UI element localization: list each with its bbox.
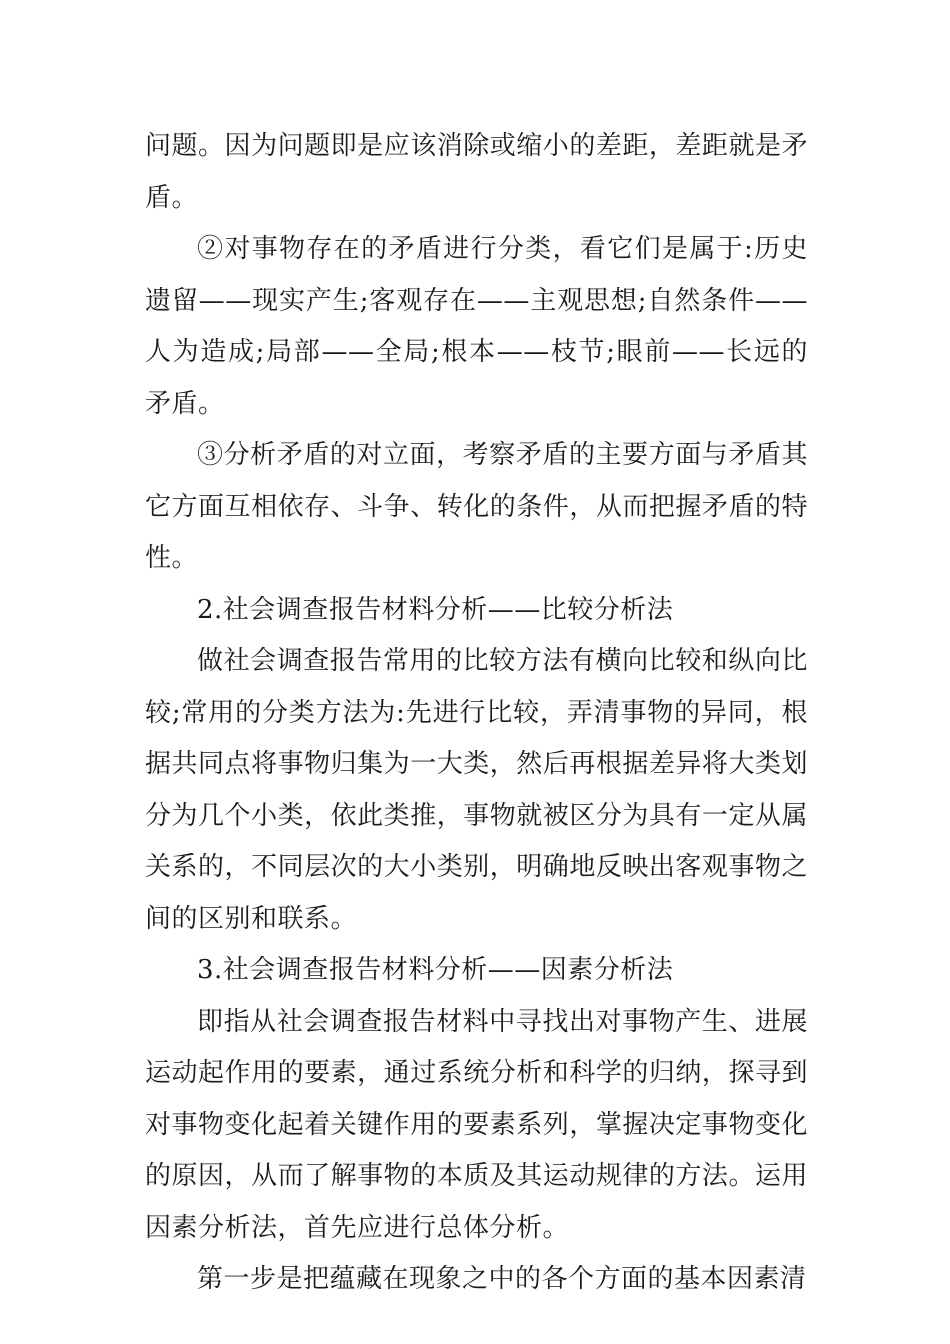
paragraph-continuation: 问题。因为问题即是应该消除或缩小的差距，差距就是矛盾。: [145, 131, 808, 213]
paragraph-contradiction-analysis: ③分析矛盾的对立面，考察矛盾的主要方面与矛盾其它方面互相依存、斗争、转化的条件，从而把握矛盾的特性。: [145, 440, 808, 573]
paragraph-factor-method: 即指从社会调查报告材料中寻找出对事物产生、进展运动起作用的要素，通过系统分析和科学的归纳，探寻到对事物变化起着关键作用的要素系列，掌握决定事物变化的原因，从而了解事物的本质及其运动规律的方法。运用因素分析法，首先应进行总体分析。: [145, 1006, 808, 1243]
paragraph-comparison-method: 做社会调查报告常用的比较方法有横向比较和纵向比较;常用的分类方法为:先进行比较，弄清事物的异同，根据共同点将事物归集为一大类，然后再根据差异将大类划分为几个小类，依此类推，事物就被区分为具有一定从属关系的，不同层次的大小类别，明确地反映出客观事物之间的区别和联系。: [145, 646, 808, 934]
paragraph-first-step: 第一步是把蕴藏在现象之中的各个方面的基本因素清: [197, 1264, 807, 1294]
paragraph-contradiction-classification: ②对事物存在的矛盾进行分类，看它们是属于:历史遗留——现实产生;客观存在——主观思想;自然条件——人为造成;局部——全局;根本——枝节;眼前——长远的矛盾。: [145, 234, 808, 419]
section-heading-comparison: 2.社会调查报告材料分析——比较分析法: [197, 594, 674, 625]
document-body: [145, 121, 808, 1306]
section-heading-factor: 3.社会调查报告材料分析——因素分析法: [197, 955, 674, 985]
